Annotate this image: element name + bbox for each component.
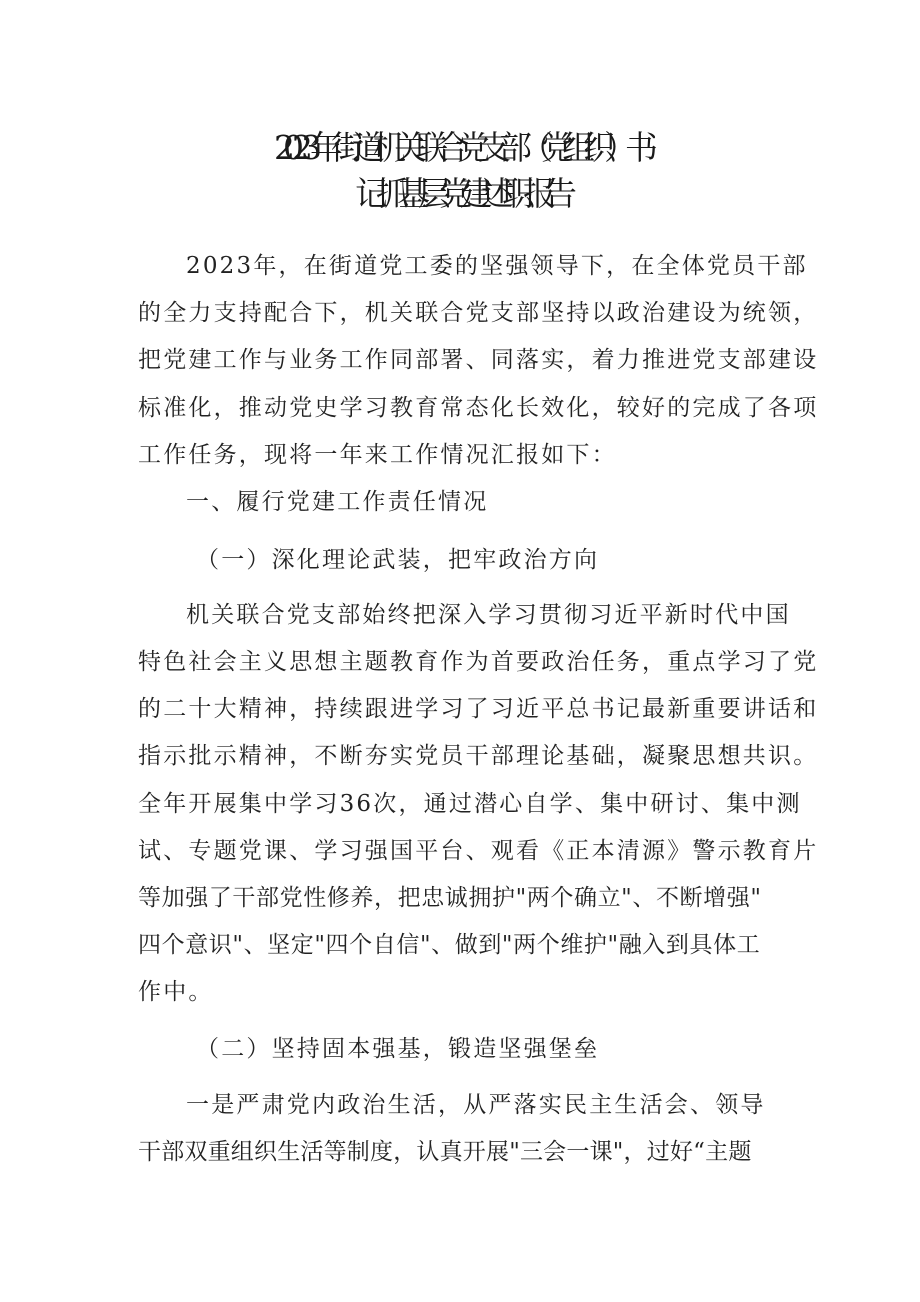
- paragraph-line: 2023年，在街道党工委的坚强领导下，在全体党员干部: [186, 253, 808, 279]
- paragraph-line: 试、专题党课、学习强国平台、观看《正本清源》警示教育片: [138, 838, 819, 864]
- paragraph-line: 工作任务，现将一年来工作情况汇报如下：: [138, 442, 617, 468]
- paragraph-line: 作中。: [138, 979, 214, 1005]
- document-title-line-1: 2023年街道机关联合党支部（党组织）书: [274, 128, 646, 167]
- paragraph-line: 特色社会主义思想主题教育作为首要政治任务，重点学习了党: [138, 649, 819, 675]
- paragraph-line: 把党建工作与业务工作同部署、同落实，着力推进党支部建设: [138, 347, 819, 373]
- section-heading: 一、履行党建工作责任情况: [186, 489, 489, 515]
- paragraph-line: 全年开展集中学习36次，通过潜心自学、集中研讨、集中测: [138, 791, 802, 817]
- paragraph-line: 干部双重组织生活等制度，认真开展"三会一课"，过好“主题: [138, 1139, 752, 1165]
- paragraph-line: 等加强了干部党性修养，把忠诚拥护"两个确立"、不断增强": [138, 885, 762, 911]
- paragraph-line: 机关联合党支部始终把深入学习贯彻习近平新时代中国: [186, 602, 791, 628]
- paragraph-line: 的二十大精神，持续跟进学习了习近平总书记最新重要讲话和: [138, 696, 819, 722]
- paragraph-line: 四个意识"、坚定"四个自信"、做到"两个维护"融入到具体工: [138, 932, 761, 958]
- subsection-heading: （一）深化理论武装，把牢政治方向: [196, 547, 600, 573]
- document-title-line-2: 记抓基层党建述职报告: [355, 174, 565, 213]
- paragraph-line: 标准化，推动党史学习教育常态化长效化，较好的完成了各项: [138, 395, 819, 421]
- paragraph-line: 一是严肃党内政治生活，从严落实民主生活会、领导: [186, 1092, 766, 1118]
- paragraph-line: 的全力支持配合下，机关联合党支部坚持以政治建设为统领，: [138, 300, 819, 326]
- subsection-heading: （二）坚持固本强基，锻造坚强堡垒: [196, 1036, 600, 1062]
- paragraph-line: 指示批示精神，不断夯实党员干部理论基础，凝聚思想共识。: [138, 743, 819, 769]
